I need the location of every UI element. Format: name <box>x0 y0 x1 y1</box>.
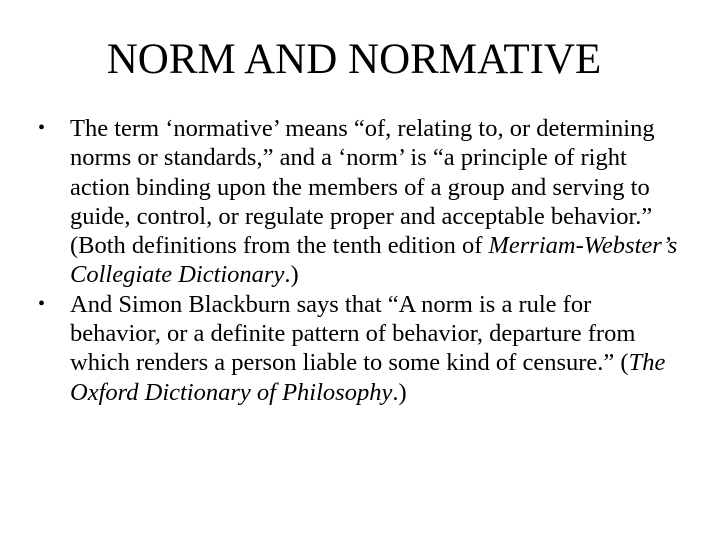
bullet-text-italic-citation: The Oxford Dictionary of Philosophy <box>70 349 666 406</box>
bullet-text-closing: .) <box>284 261 299 289</box>
bullet-marker: • <box>38 117 46 139</box>
bullet-list <box>38 114 688 407</box>
bullet-text-plain: The term ‘normative’ means “of, relating to, or determining norms or standards,” and a ‘norm’ is “a principle of right action binding upon the members of a group and serving to guide, control, or regulate proper and acceptable behavior.” (Both definitions from the tenth edition of <box>70 115 655 260</box>
bullet-item-blackburn <box>38 290 688 407</box>
bullet-marker: • <box>38 292 46 315</box>
bullet-text-italic-citation: Merriam-Webster’s Collegiate Dictionary <box>70 232 678 289</box>
bullet-text <box>70 290 688 407</box>
bullet-item-definition <box>38 114 688 290</box>
bullet-text-plain: And Simon Blackburn says that “A norm is a rule for behavior, or a definite pattern of behavior, departure from which renders a person liable to some kind of censure.” ( <box>70 290 636 377</box>
bullet-text-closing: .) <box>392 378 407 406</box>
bullet-text <box>70 114 688 290</box>
slide-title: NORM AND NORMATIVE <box>106 36 602 83</box>
